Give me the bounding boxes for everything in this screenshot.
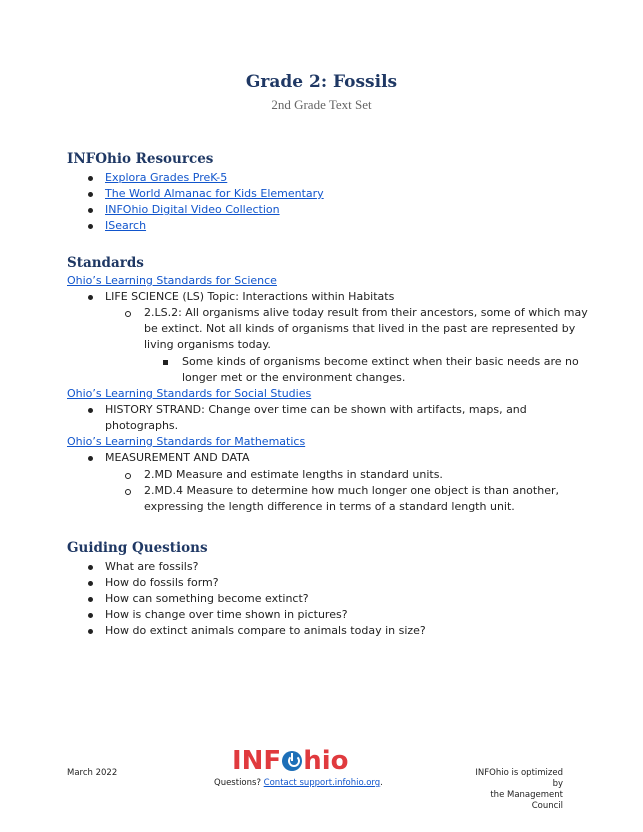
circle-bullet-icon: [125, 489, 131, 495]
bullet-icon: [88, 224, 93, 229]
social-topic-line: photographs.: [105, 419, 179, 432]
resource-link-video[interactable]: INFOhio Digital Video Collection: [105, 203, 280, 216]
science-standard-line: be extinct. Not all kinds of organisms that lived in the past are represented by: [144, 322, 576, 335]
bullet-icon: [88, 295, 93, 300]
bullet-icon: [88, 597, 93, 602]
guiding-questions-heading: Guiding Questions: [67, 540, 208, 556]
science-standard-line: 2.LS.2: All organisms alive today result from their ancestors, some of which may: [144, 306, 588, 319]
footer-right-line: the Management Council: [490, 790, 563, 811]
guiding-question: How is change over time shown in pictures?: [105, 608, 348, 621]
bullet-icon: [88, 176, 93, 181]
science-standards-link[interactable]: Ohio’s Learning Standards for Science: [67, 274, 277, 287]
social-topic-line: HISTORY STRAND: Change over time can be shown with artifacts, maps, and: [105, 403, 527, 416]
resources-heading: INFOhio Resources: [67, 151, 214, 167]
math-standard-1: 2.MD Measure and estimate lengths in standard units.: [144, 468, 443, 481]
footer-date: March 2022: [67, 768, 118, 778]
guiding-question: How do fossils form?: [105, 576, 219, 589]
bullet-icon: [88, 613, 93, 618]
resource-link-explora[interactable]: Explora Grades PreK-5: [105, 171, 228, 184]
contact-support-link[interactable]: Contact support.infohio.org: [263, 778, 381, 788]
science-detail-line: longer met or the environment changes.: [182, 371, 406, 384]
science-detail-line: Some kinds of organisms become extinct when their basic needs are no: [182, 355, 579, 368]
science-topic: LIFE SCIENCE (LS) Topic: Interactions within Habitats: [105, 290, 395, 303]
footer-questions-label: Questions?: [214, 778, 261, 788]
social-studies-standards-link[interactable]: Ohio’s Learning Standards for Social Studies: [67, 387, 312, 400]
bullet-icon: [88, 581, 93, 586]
logo-text-right: hio: [303, 746, 349, 776]
guiding-question: What are fossils?: [105, 560, 199, 573]
resource-link-almanac[interactable]: The World Almanac for Kids Elementary: [105, 187, 324, 200]
math-standard-2-line: 2.MD.4 Measure to determine how much longer one object is than another,: [144, 484, 559, 497]
power-icon: [282, 751, 302, 771]
bullet-icon: [88, 192, 93, 197]
bullet-icon: [88, 408, 93, 413]
footer-right: [463, 768, 563, 812]
page-title: Grade 2: Fossils: [245, 72, 398, 92]
guiding-question: How do extinct animals compare to animals today in size?: [105, 624, 426, 637]
footer-contact-period: .: [380, 778, 383, 788]
page-subtitle: 2nd Grade Text Set: [271, 97, 372, 112]
footer-right-line: INFOhio is optimized by: [475, 768, 563, 789]
infohio-logo: [232, 746, 349, 776]
bullet-icon: [88, 565, 93, 570]
math-topic: MEASUREMENT AND DATA: [105, 451, 250, 464]
square-bullet-icon: [163, 360, 168, 365]
footer-contact: [214, 778, 383, 789]
bullet-icon: [88, 629, 93, 634]
math-standard-2-line: expressing the length difference in terms of a standard length unit.: [144, 500, 515, 513]
math-standards-link[interactable]: Ohio’s Learning Standards for Mathematics: [67, 435, 306, 448]
resource-link-isearch[interactable]: ISearch: [105, 219, 147, 232]
circle-bullet-icon: [125, 473, 131, 479]
bullet-icon: [88, 208, 93, 213]
circle-bullet-icon: [125, 311, 131, 317]
guiding-question: How can something become extinct?: [105, 592, 309, 605]
bullet-icon: [88, 456, 93, 461]
science-standard-line: living organisms today.: [144, 338, 271, 351]
standards-heading: Standards: [67, 255, 144, 271]
logo-text-left: INF: [232, 746, 282, 776]
